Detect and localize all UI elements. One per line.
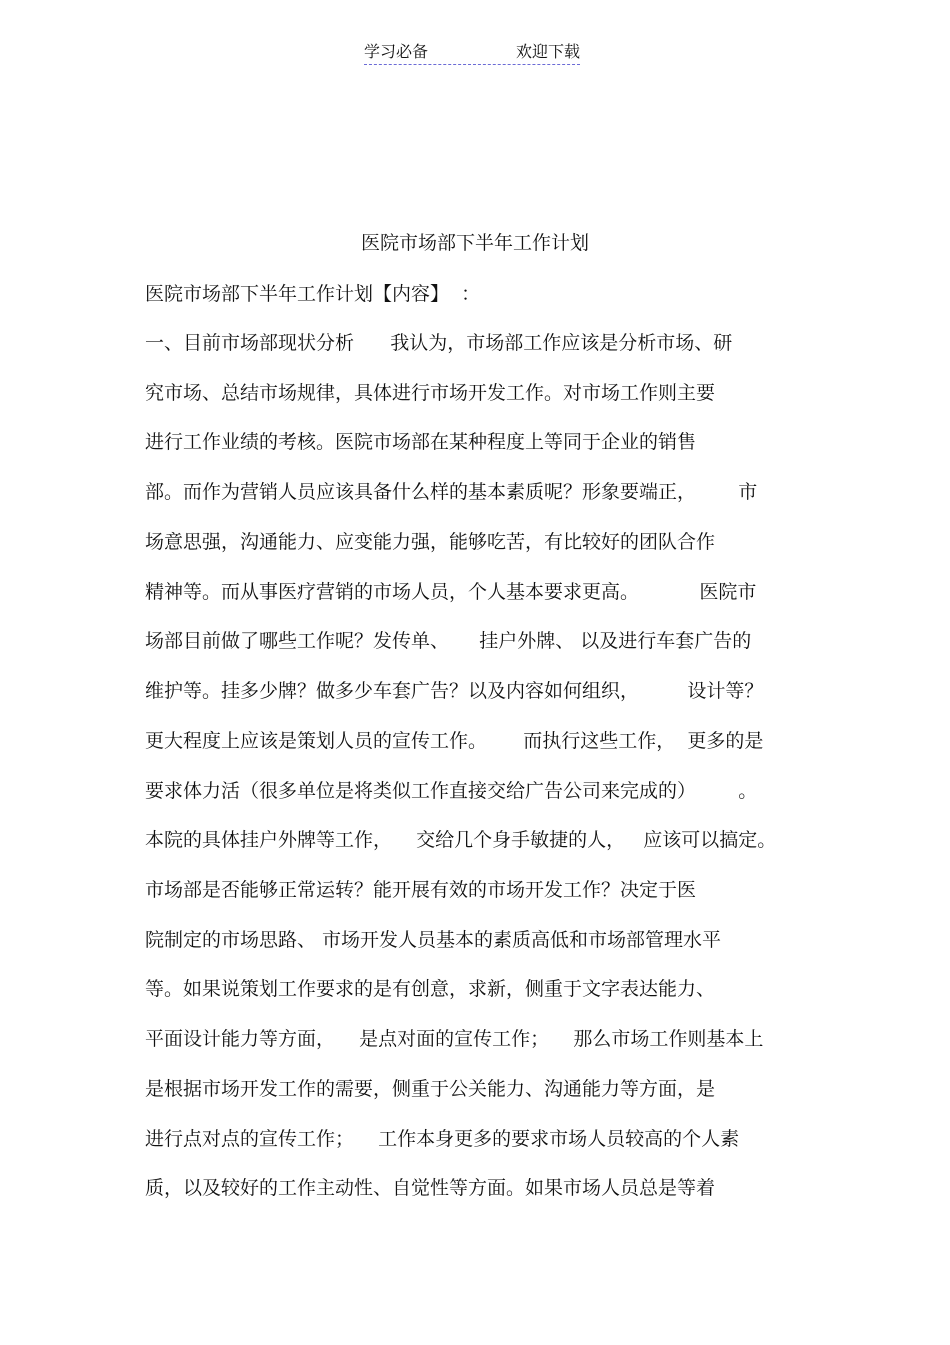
body-line: 等。如果说策划工作要求的是有创意，求新，侧重于文字表达能力、 xyxy=(145,978,716,1000)
body-line: 进行工作业绩的考核。医院市场部在某种程度上等同于企业的销售 xyxy=(145,431,697,453)
body-line: 究市场、总结市场规律，具体进行市场开发工作。对市场工作则主要 xyxy=(145,382,716,404)
body-line: 平面设计能力等方面， 是点对面的宣传工作； 那么市场工作则基本上 xyxy=(145,1028,764,1050)
body-line: 是根据市场开发工作的需要，侧重于公关能力、沟通能力等方面，是 xyxy=(145,1078,716,1100)
body-line: 要求体力活（很多单位是将类似工作直接交给广告公司来完成的） 。 xyxy=(145,780,758,802)
body-line: 进行点对点的宣传工作； 工作本身更多的要求市场人员较高的个人素 xyxy=(145,1128,740,1150)
body-line: 更大程度上应该是策划人员的宣传工作。 而执行这些工作， 更多的是 xyxy=(145,730,764,752)
document-title: 医院市场部下半年工作计划 xyxy=(360,232,589,254)
body-line: 市场部是否能够正常运转？能开展有效的市场开发工作？决定于医 xyxy=(145,879,697,901)
body-line: 场部目前做了哪些工作呢？发传单、 挂户外牌、 以及进行车套广告的 xyxy=(145,630,752,652)
body-line: 医院市场部下半年工作计划【内容】 ： xyxy=(145,283,481,305)
body-line: 一、目前市场部现状分析 我认为，市场部工作应该是分析市场、研 xyxy=(145,332,733,354)
page-header xyxy=(364,40,580,65)
body-line: 质，以及较好的工作主动性、自觉性等方面。如果市场人员总是等着 xyxy=(145,1177,716,1199)
header-right-text: 欢迎下载 xyxy=(515,42,580,61)
body-line: 精神等。而从事医疗营销的市场人员，个人基本要求更高。 医院市 xyxy=(145,581,757,603)
body-line: 本院的具体挂户外牌等工作， 交给几个身手敏捷的人， 应该可以搞定。 xyxy=(145,829,777,851)
body-line: 部。而作为营销人员应该具备什么样的基本素质呢？形象要端正， 市 xyxy=(145,481,758,503)
header-left-text: 学习必备 xyxy=(364,42,429,61)
body-line: 场意思强，沟通能力、应变能力强，能够吃苦，有比较好的团队合作 xyxy=(145,531,716,553)
body-line: 院制定的市场思路、 市场开发人员基本的素质高低和市场部管理水平 xyxy=(145,929,722,951)
body-line: 维护等。挂多少牌？做多少车套广告？以及内容如何组织， 设计等？ xyxy=(145,680,764,702)
